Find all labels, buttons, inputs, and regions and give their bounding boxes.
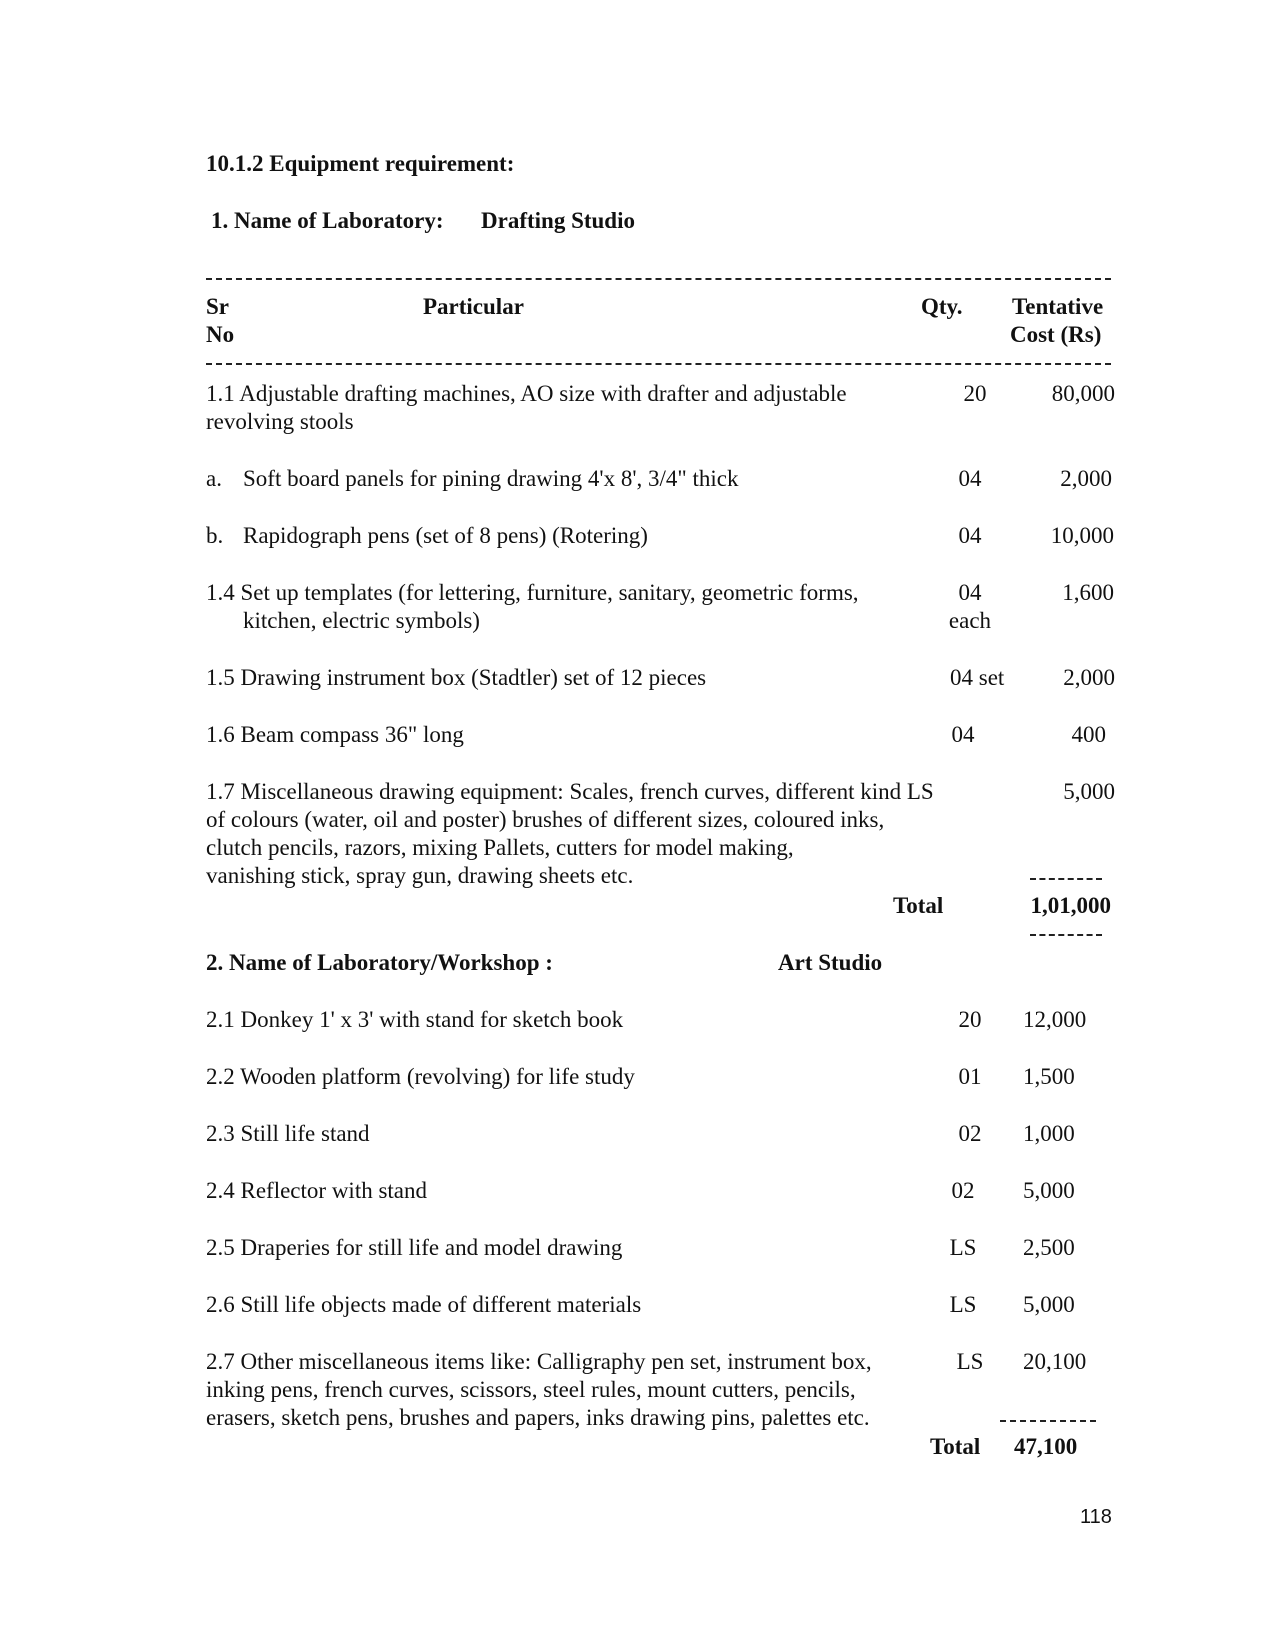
- lab1-item-a-text: Soft board panels for pining drawing 4'x 8', 3/4" thick: [243, 466, 739, 491]
- section-heading: 10.1.2 Equipment requirement:: [206, 151, 515, 176]
- lab1-item-5-cost: 2,000: [1063, 665, 1115, 690]
- lab2-item-5-cost: 2,500: [1023, 1235, 1075, 1260]
- lab1-item-a-qty: 04: [958, 466, 982, 491]
- lab1-item-4-qty-unit: each: [948, 608, 992, 633]
- lab2-name: Art Studio: [778, 950, 883, 975]
- lab1-item-b-qty: 04: [958, 523, 982, 548]
- lab1-item-b-marker: b.: [206, 523, 224, 548]
- lab2-item-7-line1: 2.7 Other miscellaneous items like: Calligraphy pen set, instrument box,: [206, 1349, 872, 1374]
- header-bottom-rule: [206, 363, 1111, 365]
- lab2-item-7-line2: inking pens, french curves, scissors, steel rules, mount cutters, pencils,: [206, 1377, 856, 1402]
- lab2-item-6-text: 2.6 Still life objects made of different materials: [206, 1292, 642, 1317]
- lab1-item-1-qty: 20: [963, 381, 987, 406]
- lab1-item-7-line2: of colours (water, oil and poster) brushes of different sizes, coloured inks,: [206, 807, 885, 832]
- header-sr: Sr: [206, 294, 229, 319]
- lab1-total-top-rule: [1030, 878, 1102, 880]
- lab2-total-label: Total: [930, 1434, 981, 1459]
- lab2-total-top-rule: [1000, 1420, 1096, 1422]
- header-no: No: [206, 322, 235, 347]
- lab2-item-2-text: 2.2 Wooden platform (revolving) for life study: [206, 1064, 635, 1089]
- lab1-total-value: 1,01,000: [1030, 893, 1111, 918]
- lab2-label: 2. Name of Laboratory/Workshop :: [206, 950, 553, 975]
- lab2-item-2-cost: 1,500: [1023, 1064, 1075, 1089]
- lab1-item-4-line2: kitchen, electric symbols): [243, 608, 480, 633]
- lab1-item-7-line1: 1.7 Miscellaneous drawing equipment: Scales, french curves, different kind LS: [206, 779, 934, 804]
- lab2-item-6-cost: 5,000: [1023, 1292, 1075, 1317]
- lab1-item-6-cost: 400: [1071, 722, 1106, 747]
- lab1-item-7-line3: clutch pencils, razors, mixing Pallets, cutters for model making,: [206, 835, 794, 860]
- lab1-item-1-line2: revolving stools: [206, 409, 354, 434]
- lab2-item-5-qty: LS: [949, 1235, 977, 1260]
- lab2-item-1-cost: 12,000: [1023, 1007, 1087, 1032]
- header-particular: Particular: [423, 294, 524, 319]
- lab1-item-7-line4: vanishing stick, spray gun, drawing sheets etc.: [206, 863, 634, 888]
- header-cost-line1: Tentative: [1012, 294, 1104, 319]
- lab1-item-4-cost: 1,600: [1062, 580, 1114, 605]
- lab2-item-6-qty: LS: [949, 1292, 977, 1317]
- lab1-label: 1. Name of Laboratory:: [211, 208, 444, 233]
- lab2-item-3-cost: 1,000: [1023, 1121, 1075, 1146]
- lab1-item-b-cost: 10,000: [1050, 523, 1114, 548]
- lab1-item-6-qty: 04: [951, 722, 975, 747]
- page-number: 118: [1080, 1506, 1112, 1528]
- lab2-item-7-qty: LS: [956, 1349, 984, 1374]
- lab2-item-1-qty: 20: [958, 1007, 982, 1032]
- lab2-item-4-text: 2.4 Reflector with stand: [206, 1178, 428, 1203]
- lab1-item-4-line1: 1.4 Set up templates (for lettering, furniture, sanitary, geometric forms,: [206, 580, 859, 605]
- lab2-item-7-line3: erasers, sketch pens, brushes and papers, inks drawing pins, palettes etc.: [206, 1405, 870, 1430]
- header-top-rule: [206, 278, 1111, 280]
- lab1-item-1-cost: 80,000: [1051, 381, 1115, 406]
- header-qty: Qty.: [921, 294, 963, 319]
- lab1-item-5-text: 1.5 Drawing instrument box (Stadtler) set of 12 pieces: [206, 665, 707, 690]
- lab2-total-value: 47,100: [1014, 1434, 1078, 1459]
- header-cost-line2: Cost (Rs): [1010, 322, 1102, 347]
- lab2-item-4-qty: 02: [951, 1178, 975, 1203]
- lab1-item-5-qty: 04 set: [950, 665, 1005, 690]
- lab1-total-bottom-rule: [1030, 934, 1102, 936]
- lab1-item-4-qty: 04: [958, 580, 982, 605]
- lab1-name: Drafting Studio: [481, 208, 635, 233]
- lab1-item-a-cost: 2,000: [1060, 466, 1112, 491]
- lab2-item-5-text: 2.5 Draperies for still life and model drawing: [206, 1235, 623, 1260]
- lab1-item-b-text: Rapidograph pens (set of 8 pens) (Rotering): [243, 523, 648, 548]
- lab2-item-1-text: 2.1 Donkey 1' x 3' with stand for sketch book: [206, 1007, 624, 1032]
- lab2-item-2-qty: 01: [958, 1064, 982, 1089]
- lab2-item-3-qty: 02: [958, 1121, 982, 1146]
- lab1-item-7-cost: 5,000: [1063, 779, 1115, 804]
- lab2-item-4-cost: 5,000: [1023, 1178, 1075, 1203]
- lab2-item-3-text: 2.3 Still life stand: [206, 1121, 370, 1146]
- lab1-item-1-line1: 1.1 Adjustable drafting machines, AO size with drafter and adjustable: [206, 381, 847, 406]
- lab1-total-label: Total: [893, 893, 944, 918]
- lab2-item-7-cost: 20,100: [1023, 1349, 1087, 1374]
- lab1-item-a-marker: a.: [206, 466, 222, 491]
- lab1-item-6-text: 1.6 Beam compass 36" long: [206, 722, 464, 747]
